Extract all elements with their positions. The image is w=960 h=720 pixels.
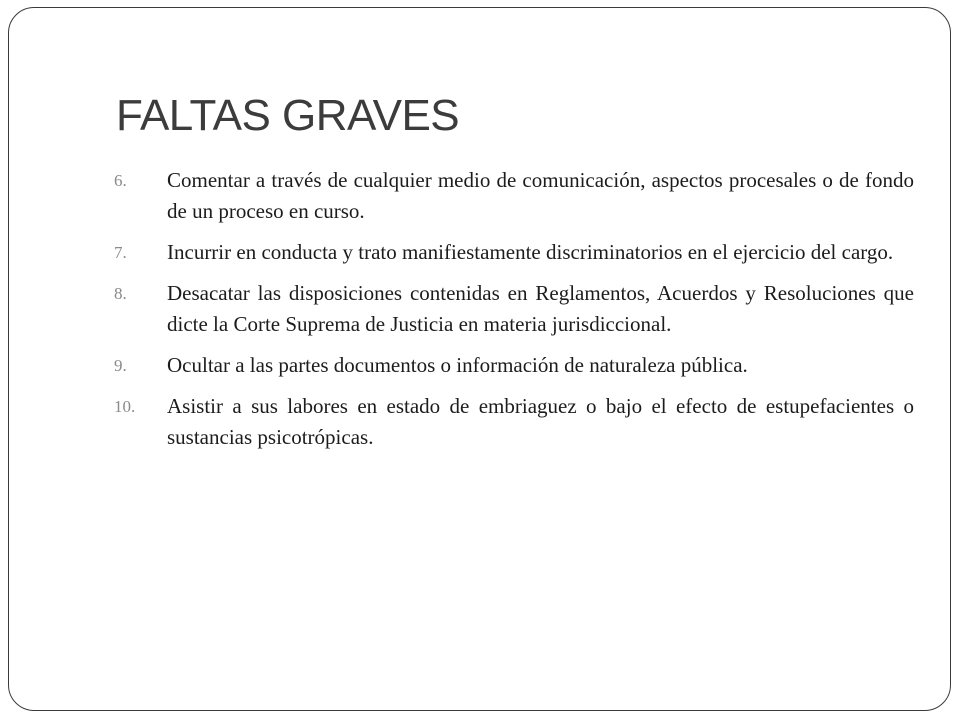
slide-title: FALTAS GRAVES: [116, 91, 460, 140]
list-item-number: 10.: [114, 397, 136, 416]
list-item-text: Desacatar las disposiciones contenidas en Reglamentos, Acuerdos y Resoluciones que dicte la Corte Suprema de Justicia en materia jurisdiccional.: [167, 281, 914, 336]
numbered-list: [114, 165, 914, 453]
slide-frame: [8, 7, 951, 711]
list-item-text: Comentar a través de cualquier medio de comunicación, aspectos procesales o de fondo de un proceso en curso.: [167, 168, 914, 223]
list-item-number: 9.: [114, 356, 127, 375]
list-item: [114, 350, 914, 381]
list-item-text: Ocultar a las partes documentos o información de naturaleza pública.: [167, 353, 748, 377]
list-item-text: Incurrir en conducta y trato manifiestamente discriminatorios en el ejercicio del cargo.: [167, 240, 894, 264]
list-item: [114, 391, 914, 453]
list-item: [114, 165, 914, 227]
list-item-number: 7.: [114, 243, 127, 262]
list-item-number: 6.: [114, 171, 127, 190]
list-item: [114, 278, 914, 340]
list-item: [114, 237, 914, 268]
list-item-number: 8.: [114, 284, 127, 303]
list-item-text: Asistir a sus labores en estado de embriaguez o bajo el efecto de estupefacientes o sustancias psicotrópicas.: [167, 394, 914, 449]
